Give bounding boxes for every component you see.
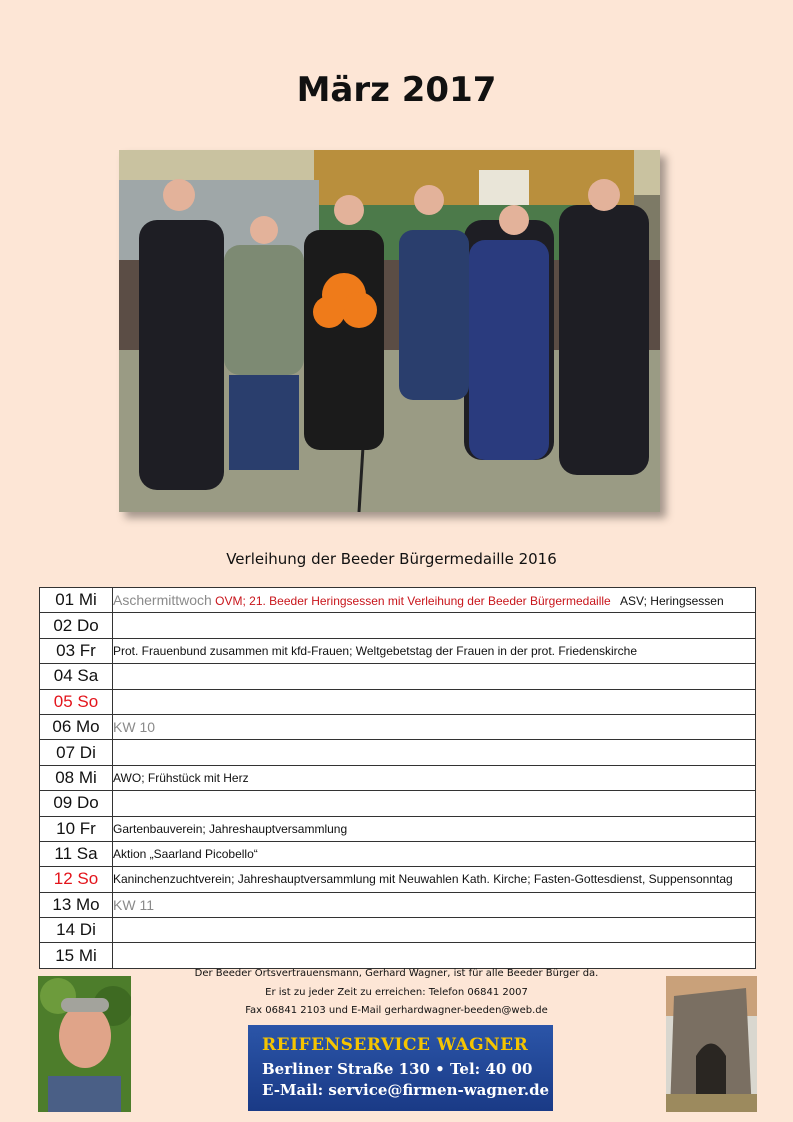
event-text: Kaninchenzuchtverein; Jahreshauptversammlung mit Neuwahlen Kath. Kirche; Fasten-Gottesdienst, Suppensonntag	[113, 872, 733, 887]
calendar-event	[113, 613, 756, 638]
calendar-event	[113, 791, 756, 816]
calendar-event	[113, 638, 756, 663]
calendar-event	[113, 867, 756, 892]
calendar-day: 10 Fr	[40, 816, 113, 841]
calendar-row	[40, 943, 756, 968]
calendar-day: 06 Mo	[40, 714, 113, 739]
footer-line-2: Er ist zu jeder Zeit zu erreichen: Telefon 06841 2007	[265, 987, 528, 998]
calendar-event	[113, 765, 756, 790]
calendar-day: 05 So	[40, 689, 113, 714]
calendar-day: 14 Di	[40, 918, 113, 943]
calendar-row	[40, 740, 756, 765]
portrait-photo	[38, 976, 131, 1112]
week-number: KW 10	[113, 719, 156, 736]
calendar-event	[113, 714, 756, 739]
holiday-label: Aschermittwoch	[113, 592, 212, 609]
calendar-row	[40, 816, 756, 841]
footer-line-3: Fax 06841 2103 und E-Mail gerhardwagner-beeden@web.de	[245, 1005, 548, 1016]
calendar-row	[40, 791, 756, 816]
calendar-row	[40, 841, 756, 866]
calendar-day: 12 So	[40, 867, 113, 892]
calendar-row	[40, 588, 756, 613]
calendar-day: 07 Di	[40, 740, 113, 765]
church-ruin-photo	[666, 976, 757, 1112]
calendar-row	[40, 613, 756, 638]
calendar-day: 15 Mi	[40, 943, 113, 968]
calendar-event	[113, 664, 756, 689]
event-highlight: OVM; 21. Beeder Heringsessen mit Verleihung der Beeder Bürgermedaille	[215, 594, 611, 609]
photo-caption: Verleihung der Beeder Bürgermedaille 2016	[226, 550, 557, 568]
calendar-day: 09 Do	[40, 791, 113, 816]
calendar-row	[40, 638, 756, 663]
page-title: März 2017	[296, 70, 497, 110]
award-ceremony-photo	[119, 150, 660, 512]
reifenservice-ad	[248, 1025, 553, 1111]
calendar-row	[40, 918, 756, 943]
calendar-row	[40, 689, 756, 714]
calendar-table	[39, 587, 756, 969]
calendar-day: 04 Sa	[40, 664, 113, 689]
calendar-row	[40, 892, 756, 917]
calendar-day: 08 Mi	[40, 765, 113, 790]
calendar-event	[113, 689, 756, 714]
calendar-event	[113, 816, 756, 841]
ad-company-name: REIFENSERVICE WAGNER	[262, 1035, 529, 1055]
event-text: Gartenbauverein; Jahreshauptversammlung	[113, 821, 348, 836]
calendar-day: 03 Fr	[40, 638, 113, 663]
ad-email: E-Mail: service@firmen-wagner.de	[262, 1081, 550, 1099]
ad-address: Berliner Straße 130 • Tel: 40 00	[262, 1060, 533, 1078]
calendar-event	[113, 841, 756, 866]
calendar-event	[113, 588, 756, 613]
calendar-row	[40, 765, 756, 790]
week-number: KW 11	[113, 896, 154, 913]
calendar-row	[40, 664, 756, 689]
event-text: Aktion „Saarland Picobello“	[113, 847, 258, 862]
event-text: Prot. Frauenbund zusammen mit kfd-Frauen; Weltgebetstag der Frauen in der prot. Friedenskirche	[113, 643, 638, 658]
calendar-event	[113, 740, 756, 765]
calendar-day: 01 Mi	[40, 588, 113, 613]
calendar-event	[113, 892, 756, 917]
calendar-event	[113, 918, 756, 943]
calendar-row	[40, 867, 756, 892]
event-text: ASV; Heringsessen	[620, 594, 724, 609]
calendar-day: 11 Sa	[40, 841, 113, 866]
calendar-day: 02 Do	[40, 613, 113, 638]
event-text: AWO; Frühstück mit Herz	[113, 770, 249, 785]
footer-line-1: Der Beeder Ortsvertrauensmann, Gerhard Wagner, ist für alle Beeder Bürger da.	[194, 968, 599, 979]
calendar-row	[40, 714, 756, 739]
calendar-event	[113, 943, 756, 968]
calendar-day: 13 Mo	[40, 892, 113, 917]
